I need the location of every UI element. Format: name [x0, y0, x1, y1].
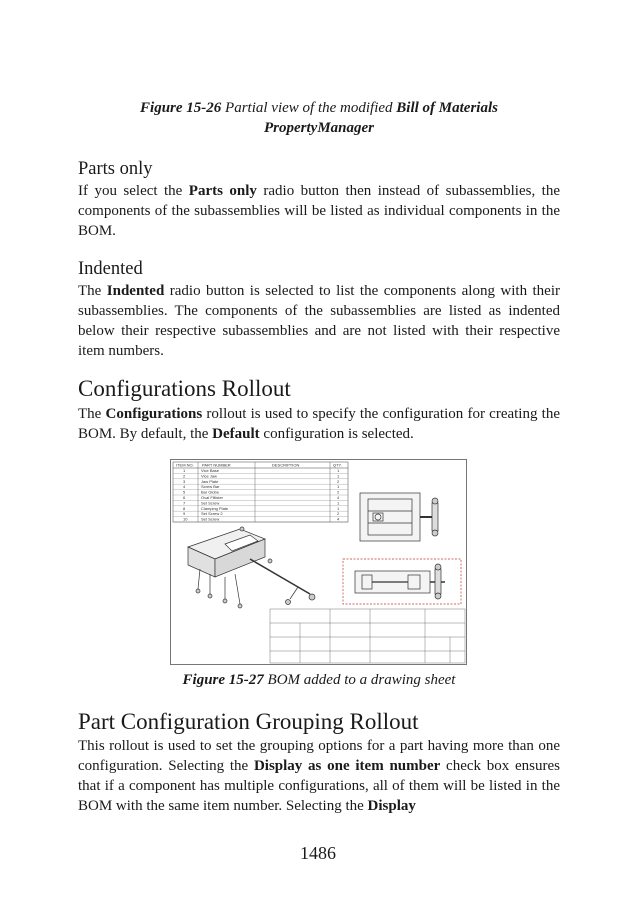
bold-term: Default [212, 426, 260, 442]
caption-text: Partial view of the modified [221, 100, 397, 116]
bom-cell-qty: 1 [337, 500, 340, 506]
bom-cell-qty: 2 [337, 489, 340, 495]
bom-header-item: ITEM NO. [176, 462, 194, 468]
text: If you select the [78, 183, 189, 199]
bom-cell-qty: 1 [337, 505, 340, 511]
text: radio button then instead of subassemblies, the components of the subassemblies will be listed as individual components in the BOM. [78, 183, 560, 239]
bom-cell-item: 9 [183, 511, 186, 517]
text: The [78, 283, 107, 299]
heading-parts-only: Parts only [78, 159, 153, 179]
paragraph-part-configuration [78, 736, 560, 816]
bom-cell-item: 6 [183, 495, 186, 500]
bom-cell-item: 5 [183, 489, 186, 495]
caption-text: BOM added to a drawing sheet [263, 672, 456, 688]
bom-cell-qty: 2 [337, 511, 340, 517]
bom-cell-item: 4 [183, 484, 186, 490]
bold-term: Parts only [188, 183, 257, 199]
bom-cell-item: 3 [183, 478, 186, 484]
bold-term: Display as one item number [253, 758, 441, 774]
bom-cell-item: 10 [183, 516, 188, 522]
bom-cell-qty: 4 [337, 495, 340, 500]
bom-header-qty: QTY. [333, 462, 342, 468]
paragraph-parts-only [78, 181, 560, 241]
heading-indented: Indented [78, 259, 143, 279]
bom-cell-part: Screw Bar [201, 484, 220, 490]
bom-cell-part: Oval Fillister [201, 495, 224, 500]
text: This rollout is used to set the grouping options for a part having more than one configuration. Selecting the [78, 738, 560, 774]
bom-cell-part: Vice Jaw [201, 473, 217, 479]
bom-cell-qty: 1 [337, 484, 340, 490]
bom-header-part: PART NUMBER [202, 462, 231, 468]
bold-term: Configurations [105, 406, 203, 422]
bold-term: Display [367, 798, 416, 814]
bom-cell-part: Clamping Plate [201, 505, 229, 511]
bom-cell-part: Vice Base [201, 468, 219, 473]
heading-configurations-rollout: Configurations Rollout [78, 376, 291, 401]
bom-cell-part: Set Screw [201, 500, 220, 506]
page-number: 1486 [300, 843, 336, 863]
figure-label: Figure 15-27 [182, 672, 264, 688]
bom-cell-qty: 2 [337, 478, 340, 484]
bom-cell-item: 7 [183, 500, 186, 506]
bom-cell-qty: 1 [337, 473, 340, 479]
figure-15-27-caption [78, 670, 560, 690]
paragraph-configurations [78, 404, 560, 444]
bom-cell-item: 1 [183, 468, 186, 473]
bom-cell-item: 8 [183, 505, 186, 511]
heading-part-configuration-grouping: Part Configuration Grouping Rollout [78, 709, 419, 734]
bom-cell-part: Bar Globe [201, 489, 220, 495]
caption-bold-2: PropertyManager [264, 120, 374, 136]
text: configuration is selected. [259, 426, 414, 442]
text: radio button is selected to list the components along with their subassemblies. The components of the subassemblies are listed as indented below their respective subassemblies and are not listed with their respective item numbers. [78, 283, 561, 359]
bom-cell-part: Set Screw 2 [201, 511, 223, 517]
text: check box ensures that if a component has multiple configurations, all of them will be listed in the BOM with the same item number. Selecting the [78, 758, 561, 814]
bom-cell-item: 2 [183, 473, 186, 479]
caption-bold: Bill of Materials [396, 100, 498, 116]
text: The [78, 406, 106, 422]
bom-cell-part: Set Screw [201, 516, 220, 522]
bom-cell-qty: 1 [337, 468, 340, 473]
paragraph-indented [78, 281, 560, 361]
bom-header-desc: DESCRIPTION [272, 462, 300, 468]
bold-term: Indented [106, 283, 165, 299]
figure-label: Figure 15-26 [140, 100, 222, 116]
bom-cell-qty: 4 [337, 516, 340, 522]
text: rollout is used to specify the configuration for creating the BOM. By default, the [78, 406, 560, 442]
bom-cell-part: Jaw Plate [201, 478, 219, 484]
drawing-sheet-figure [170, 459, 467, 665]
figure-15-26-caption [78, 98, 560, 138]
